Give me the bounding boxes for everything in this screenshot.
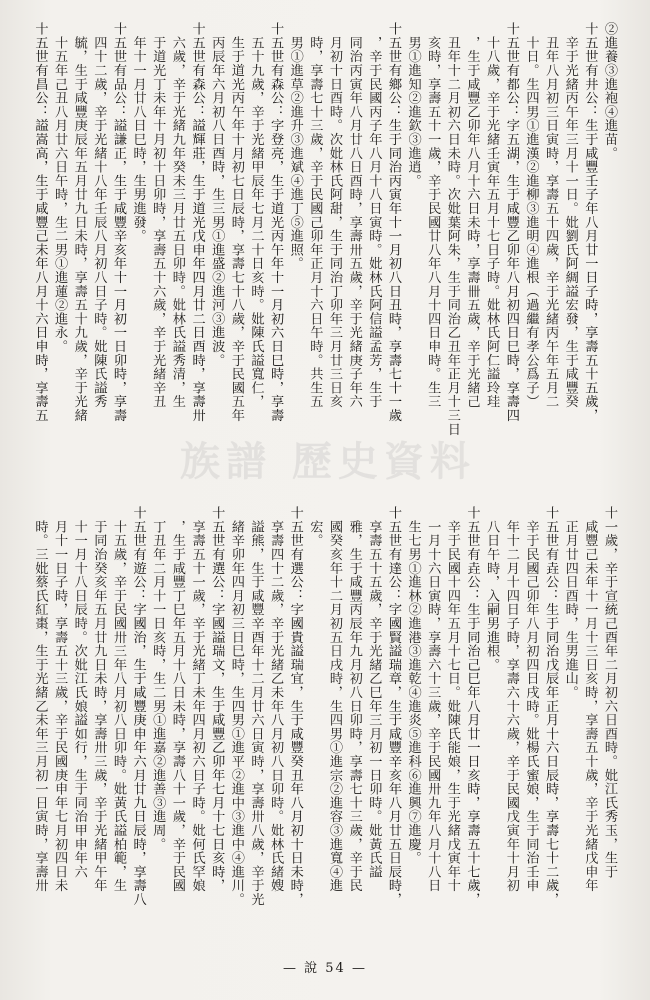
text-column: 丁丑年二月十一日亥時，生二男①進嘉②進善③進周。 (150, 506, 166, 851)
text-column: 亥時，享壽五十一歲，辛于民國廿八年八月十四日申時。生三 (425, 22, 441, 409)
text-column: 八日午時，入嗣男進根。 (484, 506, 500, 672)
text-column: 辛于民國己卯年八月初四日戌時。妣楊氏蜜娘，生于同治壬申 (523, 506, 539, 893)
text-column: 十五年己丑八月廿六日午時，生二男①進蓮②進永。 (52, 22, 68, 354)
bottom-text-block (32, 506, 620, 924)
text-column: 丙辰年六月初八日酉時，生三男①進盛②進河③進波。 (209, 22, 225, 367)
text-column: 年十二月十四日子時，享壽六十六歲，辛于民國戊寅年十月初 (503, 506, 519, 893)
text-column: 男①進草②進升③進斌④進丁⑤進照。 (287, 22, 303, 271)
text-column: 十五世有選公：字國貴謚瑞宜，生于咸豐癸丑年八月初十日未時， (287, 506, 303, 907)
text-column: 享壽四十二歲，辛于光緒乙未年八月初八日卯時。妣林氏緒嫂 (268, 506, 284, 893)
text-column: 十五世有鄉公：生于同治丙寅年十一月初八日丑時，享壽七十一歲 (385, 22, 401, 423)
watermark: 族譜 歷史資料 (180, 439, 476, 485)
text-column: ，生于咸豐乙卯年八月十六日未時，享壽卌五歲，辛于光緒己 (464, 22, 480, 409)
text-column: 謚熊，生于咸豐辛酉年十二月廿六日寅時，享壽卅八歲，辛于光 (248, 506, 264, 907)
text-column: 十五世有森公：字登亮，生于道光丙午年十一月初六日巳時，享壽 (268, 22, 284, 423)
text-column: 辛于光緒丙午年三月十一日。妣劉氏阿綢謚宏發，生于咸豐癸 (562, 22, 578, 409)
text-column: 十一歲，辛于宣統己酉年二月初六日酉時。妣江氏秀玉，生于 (602, 506, 617, 879)
text-column: 雅，生于咸豐丙辰年九月初八日卯時，享壽七十三歲，辛于民 (346, 506, 362, 893)
text-column: 男①進知②進欽③進逍。 (405, 22, 421, 188)
text-column: 國癸亥年十二月初五日戌時，生四男①進宗②進容③進寬④進 (327, 506, 343, 893)
text-column: 十五世有都公：字五湖，生于咸豐乙卯年八月初四日巳時，享壽四 (503, 22, 519, 423)
text-column: 月初十日酉時。次妣林氏阿甜，生于同治丁卯年三月廿三日亥 (327, 22, 343, 409)
text-column: 十八歲，辛于光緒壬寅年五月十七日子時。妣林氏阿仁謚玲珪 (484, 22, 500, 409)
text-column: 四十二歲，辛于光緒十八年壬辰八月初八日子時。妣陳氏謚秀 (91, 22, 107, 409)
text-column: 十五世有井公：生于咸豐壬子年八月廿一日子時，享壽五十五歲， (582, 22, 598, 423)
text-column: 于同治癸亥年五月廿九日未時，享壽卅三歲，辛于光緒甲午年 (91, 506, 107, 893)
text-column: 宏。 (307, 506, 323, 548)
text-column: 十五世有垚公：生于同治戊辰年正月十六日辰時，享壽七十二歲， (543, 506, 559, 907)
text-column: 咸豐己未年十一月十三日亥時，享壽五十歲，辛于光緒戊申年 (582, 506, 598, 893)
text-column: 辛于民國十四年五月十七日。妣陳氏能娘，生于光緒戊寅年十 (444, 506, 460, 893)
text-column: 五十九歲，辛于光緒甲辰年七月二十日亥時。妣陳氏謚寬仁， (248, 22, 264, 409)
text-column: 生于道光丙午年十月初七日辰時，享壽七十八歲，辛于民國五年 (228, 22, 244, 423)
text-column: 時。三妣蔡氏紅棗，生于光緒乙未年三月初一日寅時，享壽卅 (32, 506, 48, 893)
text-column: 月十一日子時，享壽五十三歲，辛于民國庚申年七月初四日未 (52, 506, 68, 893)
text-column: 十五世有選公：字國謚瑞文，生于咸豐乙卯年七月十七日亥時， (209, 506, 225, 893)
text-column: 正月廿四日酉時，生男進山。 (562, 506, 578, 700)
text-column: 六歲，辛于光緒九年癸未三月廿五日卯時。妣林氏謚秀清，生 (169, 22, 185, 409)
text-column: ，生于咸豐丁巳年五月十八日未時，享壽八十一歲，辛于民國 (169, 506, 185, 893)
text-column: 十五世有昌公：謚嵩高，生于咸豐己未年八月十六日申時，享壽五 (32, 22, 48, 423)
text-column: 丑年十二月初六日未時。次妣葉阿朱，生于同治乙丑年正月十三日 (444, 22, 460, 436)
text-column: 十五歲，辛于民國卅三年八月初八日卯時。妣黃氏謚柏範，生 (110, 506, 126, 893)
text-column: 于道光丁未年十月初十日卯時，享壽五十六歲，辛于光緒辛丑 (150, 22, 166, 409)
text-column: 十五世有遊公：字國治，生于咸豐庚申年六月廿九日辰時，享壽八 (130, 506, 146, 907)
text-column: 十日。生四男①進漢②進柳③進明④進根（過繼有孝公爲子） (523, 22, 539, 409)
text-column: 享壽五十一歲，辛于光緒丁未年四月初六日子時。妣何氏罕娘 (189, 506, 205, 893)
text-column: 緒辛卯年四月初三日巳時，生四男①進平②進中③進中④進川。 (228, 506, 244, 907)
text-column: 十五世有垚公：生于同治己巳年八月廿一日亥時，享壽五十七歲， (464, 506, 480, 907)
text-column: 同治丙寅年八月廿八日酉時，享壽卅五歲，辛于光緒庚子年六 (346, 22, 362, 409)
text-column: 十五世有達公：字國賢謚瑞章，生于咸豐辛亥年八月廿五日辰時， (385, 506, 401, 907)
text-column: 時，享壽七十三歲，辛于民國己卯年正月十六日午時。共生五 (307, 22, 323, 409)
text-column: 十五世有品公：謚謙正，生于咸豐辛亥年十一月初一日卯時，享壽 (110, 22, 126, 423)
text-column: 享壽五十五歲，辛于光緒乙巳年三月初一日卯時。妣黃氏謚 (366, 506, 382, 879)
text-column: 丑年八月初三日寅時，享壽五十四歲，辛于光緒丙午年五月二 (543, 22, 559, 409)
page-number: — 說 54 — (283, 961, 367, 976)
text-column: 十一月十八日辰時。次妣江氏娘謚如行，生于同治甲申年六 (71, 506, 87, 879)
text-column: ，辛于民國丙子年八月十八日寅時。妣林氏阿信謚孟芳，生于 (366, 22, 382, 409)
text-column: 年十一月廿八日巳時，生男進發。 (130, 22, 146, 243)
top-text-block (32, 22, 620, 477)
text-column: 毓，生于咸豐庚辰年五月廿九日未時，享壽五十九歲，辛于光緒 (71, 22, 87, 423)
text-column: 生七男①進林②進港③進乾④進炎⑤進科⑥進興⑦進慶。 (405, 506, 421, 865)
text-column: 一月十六日寅時，享壽六十三歲，辛于民國卅九年八月十八日 (425, 506, 441, 893)
text-column: 十五世有森公：謚輝莊，生于道光戊申年四月廿二日酉時，享壽卅 (189, 22, 205, 423)
text-column: ②進養③進袍④進苗。 (602, 22, 617, 160)
